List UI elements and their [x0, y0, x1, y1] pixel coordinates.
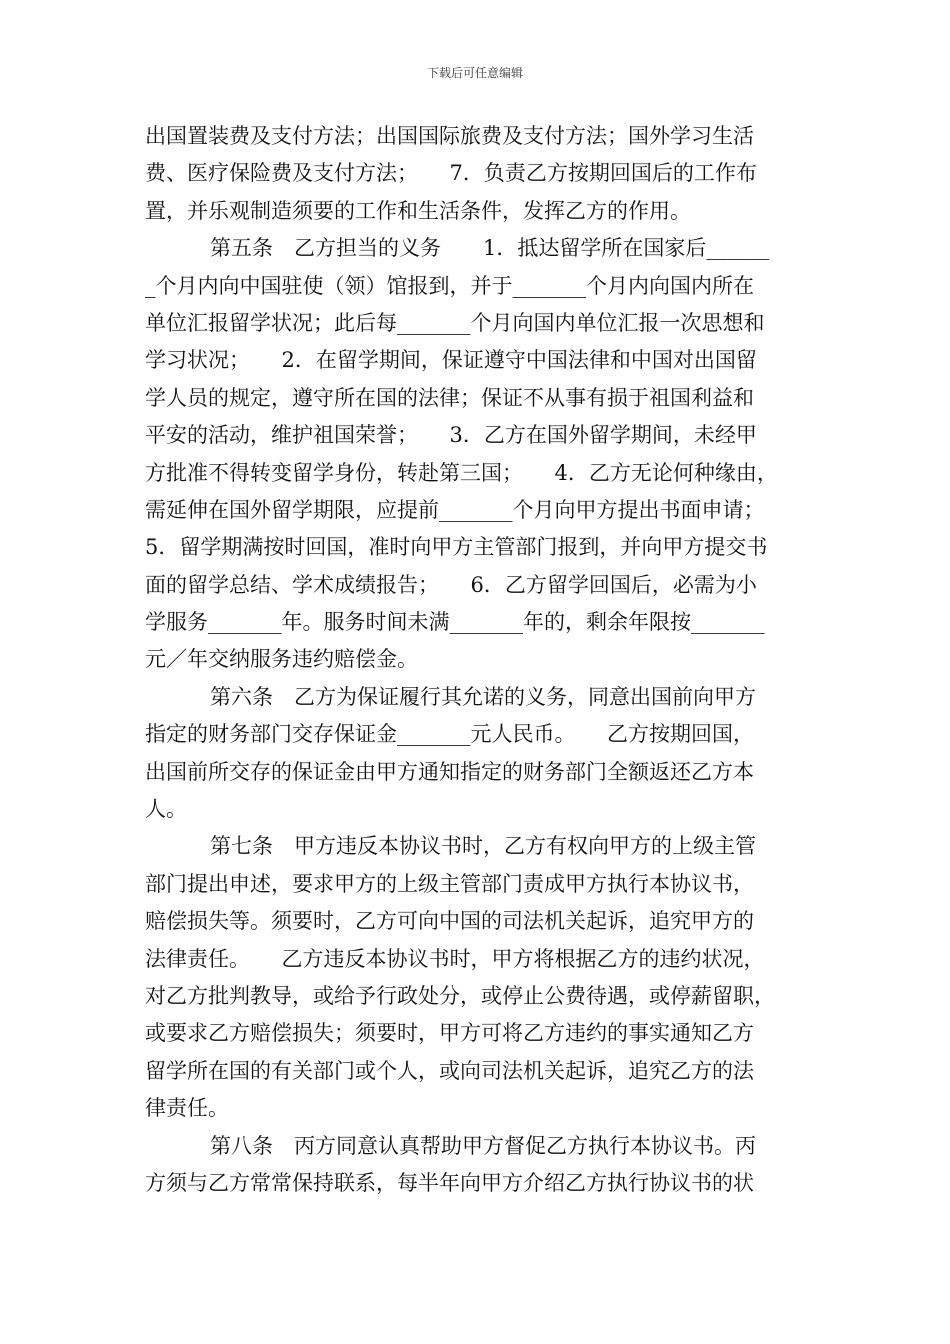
text-line: 留学所在国的有关部门或个人，或向司法机关起诉，追究乙方的法 — [145, 1058, 754, 1083]
text-line: 元／年交纳服务违约赔偿金。 — [145, 647, 418, 672]
text-line: 单位汇报留学状况；此后每_______个月向国内单位汇报一次思想和 — [145, 310, 765, 335]
text-line: 法律责任。 乙方违反本协议书时，甲方将根据乙方的违约状况， — [145, 946, 765, 971]
text-line: 费、医疗保险费及支付方法； 7．负责乙方按期回国后的工作布 — [145, 161, 757, 186]
text-line: 第五条 乙方担当的义务 1．抵达留学所在国家后______ — [210, 236, 770, 261]
text-line: 学人员的规定，遵守所在国的法律；保证不从事有损于祖国利益和 — [145, 385, 754, 410]
text-line: 方批准不得转变留学身份，转赴第三国； 4．乙方无论何种缘由， — [145, 460, 778, 485]
text-line: _个月内向中国驻使（领）馆报到，并于_______个月内向国内所在 — [145, 273, 754, 298]
text-line: 对乙方批判教导，或给予行政处分，或停止公费待遇，或停薪留职， — [145, 983, 775, 1008]
text-line: 面的留学总结、学术成绩报告； 6．乙方留学回国后，必需为小 — [145, 572, 757, 597]
text-line: 学服务_______年。服务时间未满_______年的，剩余年限按_______ — [145, 610, 765, 635]
text-line: 出国置装费及支付方法；出国国际旅费及支付方法；国外学习生活 — [145, 124, 754, 148]
text-line: 律责任。 — [145, 1096, 229, 1121]
text-line: 指定的财务部门交存保证金_______元人民币。 乙方按期回国， — [145, 722, 754, 747]
text-line: 赔偿损失等。须要时，乙方可向中国的司法机关起诉，追究甲方的 — [145, 909, 754, 934]
page-header-note: 下载后可任意编辑 — [426, 66, 523, 80]
document-body — [145, 118, 810, 1202]
text-line: 或要求乙方赔偿损失；须要时，甲方可将乙方违约的事实通知乙方 — [145, 1021, 754, 1046]
text-line: 学习状况； 2．在留学期间，保证遵守中国法律和中国对出国留 — [145, 348, 757, 373]
text-line: 第六条 乙方为保证履行其允诺的义务，同意出国前向甲方 — [210, 684, 756, 709]
text-line: 出国前所交存的保证金由甲方通知指定的财务部门全额返还乙方本 — [145, 759, 754, 784]
text-line: 第八条 丙方同意认真帮助甲方督促乙方执行本协议书。丙 — [210, 1133, 756, 1158]
text-line: 方须与乙方常常保持联系，每半年向甲方介绍乙方执行协议书的状 — [145, 1170, 754, 1195]
text-line: 5．留学期满按时回国，准时向甲方主管部门报到，并向甲方提交书 — [145, 535, 768, 560]
text-line: 部门提出申述，要求甲方的上级主管部门责成甲方执行本协议书， — [145, 871, 754, 896]
text-line: 需延伸在国外留学期限，应提前_______个月向甲方提出书面申请； — [145, 497, 765, 522]
text-line: 人。 — [145, 797, 187, 822]
text-line: 平安的活动，维护祖国荣誉； 3．乙方在国外留学期间，未经甲 — [145, 423, 757, 448]
text-line: 置，并乐观制造须要的工作和生活条件，发挥乙方的作用。 — [145, 198, 691, 223]
text-line: 第七条 甲方违反本协议书时，乙方有权向甲方的上级主管 — [210, 834, 756, 859]
